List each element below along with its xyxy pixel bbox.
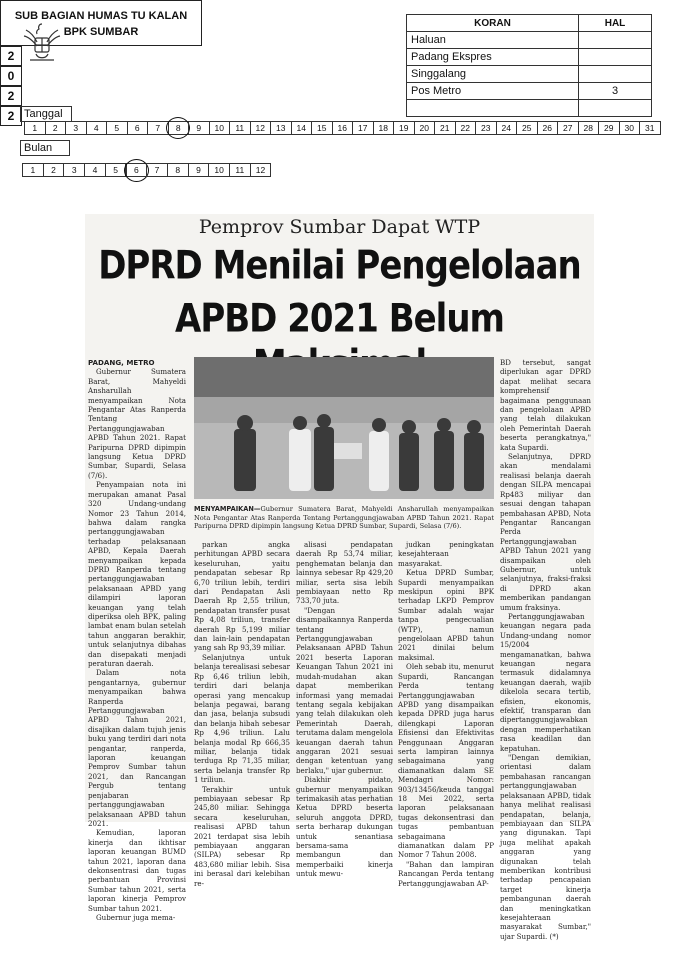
article-paragraph: judkan peningkatan kesejahteraan masyarakat.	[398, 540, 494, 568]
article-paragraph: alisasi pendapatan daerah Rp 53,74 miliar, penghematan belanja dan lainnya sebesar Rp 429,20 miliar, serta sisa lebih pembiayaan netto Rp 733,70 juta.	[296, 540, 393, 606]
article-paragraph: Kemudian, laporan kinerja dan ikhtisar laporan keuangan BUMD tahun 2021, laporan dana dekonsentrasi dan tugas perbantuan Provinsi Sumbar tahun 2021, serta laporan kinerja Pemprov Sumbar tahun 2021.	[88, 828, 186, 913]
newspaper-name: Padang Ekspres	[407, 49, 579, 66]
office-line-2: BPK SUMBAR	[63, 26, 139, 38]
tanggal-cell: 2	[45, 121, 67, 135]
table-row	[407, 83, 652, 100]
bulan-cell: 2	[43, 163, 65, 177]
tanggal-cell: 11	[229, 121, 251, 135]
year-digit: 2	[0, 86, 22, 106]
bulan-cell: 1	[22, 163, 44, 177]
tanggal-cell: 25	[516, 121, 538, 135]
article-column-4	[398, 540, 494, 888]
news-clipping	[85, 214, 594, 941]
year-digit: 2	[0, 106, 22, 126]
newspaper-page	[579, 49, 652, 66]
article-paragraph: Selanjutnya untuk belanja terealisasi sebesar Rp 6,46 triliun lebih, terdiri dari belanja operasi yang mencakup belanja pegawai, barang dan jasa, belanja subsudi dan belanja hibah sebesar Rp 4,96 triliun. Lalu belanja modal Rp 666,35 miliar, belanja tidak terduga Rp 71,35 miliar, serta belanja transfer Rp 1 triliun.	[194, 652, 290, 785]
tanggal-cell: 18	[373, 121, 395, 135]
tanggal-cell: 31	[639, 121, 661, 135]
tanggal-cell: 23	[475, 121, 497, 135]
article-paragraph: "Dengan demikian, orientasi dalam pembahasan rancangan pertanggungjawaban pelaksanaan APBD, tidak hanya melihat realisasi pendapatan, belanja, pembiayaan dan SILPA yang digunakan. Tapi juga melihat apakah anggaran yang digunakan telah memberikan kontribusi terhadap pencapaian target kinerja pembangunan daerah dan meningkatkan kesejahteraan masyarakat Sumbar," ujar Supardi. (*)	[500, 753, 591, 941]
tanggal-cell: 6	[127, 121, 149, 135]
article-paragraph: Pertanggungjawaban keuangan negara pada Undang-undang nomor 15/2004 mengamanatkan, bahwa keuangan negara termasuk didalamnya keuangan daerah, wajib dikelola secara tertib, efisien, ekonomis, efektif, transparan dan dipertanggungjawabkan dengan memperhatikan rasa keadilan dan kepatuhan.	[500, 611, 591, 753]
article-paragraph: Ketua DPRD Sumbar, Supardi menyampaikan meskipun opini BPK terhadap LKPD Pemprov Sumbar adalah wajar tanpa pengecualian (WTP), namun pengelolaan APBD tahun 2021 dinilai belum maksimal.	[398, 568, 494, 662]
tanggal-cell: 9	[188, 121, 210, 135]
table-row	[407, 100, 652, 117]
tanggal-cell: 16	[332, 121, 354, 135]
article-paragraph: Dalam nota pengantarnya, gubernur menyampaikan bahwa Ranperda Pertanggungjawaban APBD Tahun 2021, disajikan dalam tujuh jenis buku yang terdiri dari nota pengantar, ranperda, laporan keuangan Pemprov Sumbar tahun 2021, dan Rancangan Pergub tentang penjabaran pertanggungjawaban pelaksanaan APBD tahun 2021.	[88, 668, 186, 828]
garuda-logo-icon	[20, 18, 64, 66]
article-column-5	[500, 358, 591, 941]
tanggal-cell: 29	[598, 121, 620, 135]
tanggal-cell: 15	[311, 121, 333, 135]
tanggal-cell: 17	[352, 121, 374, 135]
article-paragraph: "Dengan disampaikannya Ranperda tentang Pertanggungjawaban Pelaksanaan APBD Tahun 2021 beserta Laporan Keuangan Tahun 2021 ini mudah-mudahan akan dapat memberikan informasi yang memadai tentang segala kebijakan yang telah dilakukan oleh Pemerintah Daerah, terutama dalam mengelola keuangan daerah tahun anggaran 2021 sesuai dengan ketentuan yang berlaku," ujar gubernur.	[296, 605, 393, 775]
tanggal-cell: 8	[168, 121, 190, 135]
article-column-1	[88, 358, 186, 922]
newspaper-page	[579, 66, 652, 83]
bulan-cell: 6	[126, 163, 148, 177]
tanggal-cell: 12	[250, 121, 272, 135]
newspaper-table	[406, 14, 652, 117]
newspaper-table-header	[407, 15, 652, 32]
selected-date-circle	[166, 117, 190, 139]
tanggal-cell: 1	[24, 121, 46, 135]
office-line-1: SUB BAGIAN HUMAS TU KALAN	[14, 10, 188, 22]
bulan-cell: 5	[105, 163, 127, 177]
article-paragraph: Diakhir pidato, gubernur menyampaikan terimakasih atas perhatian Ketua DPRD beserta seluruh anggota DPRD, serta berharap dukungan untuk senantiasa bersama-sama membangun dan memperbaiki kinerja untuk mewu-	[296, 775, 393, 879]
tanggal-cell: 21	[434, 121, 456, 135]
year-digit: 0	[0, 66, 22, 86]
article-paragraph: Gubernur Sumatera Barat, Mahyeldi Ansharullah menyampaikan Nota Pengantar Atas Ranperda Tentang Pertanggungjawaban APBD Tahun 2021. Rapat Paripurna DPRD dipimpin langsung Ketua DPRD Sumbar, Supardi, Selasa (7/6).	[88, 367, 186, 480]
newspaper-name: Singgalang	[407, 66, 579, 83]
bulan-cell: 12	[250, 163, 272, 177]
article-paragraph: parkan angka perhitungan APBD secara keseluruhan, yaitu pendapatan sebesar Rp 6,70 triliun lebih, terdiri dari Pendapatan Asli Daerah Rp 2,55 triliun, pendapatan transfer pusat Rp 4,08 triliun, transfer daerah Rp 5,199 miliar dan lain-lain pendapatan yang sah Rp 93,39 miliar.	[194, 540, 290, 653]
bulan-cell: 11	[229, 163, 251, 177]
table-row	[407, 49, 652, 66]
article-paragraph: BD tersebut, sangat diperlukan agar DPRD dapat melihat secara komprehensif bagaimana penggunaan dan pengelolaan APBD yang telah dilakukan oleh Pemerintah Daerah beserta perangkatnya," kata Supardi.	[500, 358, 591, 452]
article-kicker: Pemprov Sumbar Dapat WTP	[198, 216, 481, 238]
tanggal-cell: 26	[537, 121, 559, 135]
article-paragraph: "Bahan dan lampiran Rancangan Perda tentang Pertanggungjawaban AP-	[398, 859, 494, 888]
tanggal-cell: 22	[455, 121, 477, 135]
bulan-cell: 9	[188, 163, 210, 177]
bulan-cell: 3	[63, 163, 85, 177]
bulan-cell: 8	[167, 163, 189, 177]
article-paragraph: Oleh sebab itu, menurut Supardi, Rancangan Perda tentang Pertanggungjawaban APBD yang disampaikan kepada DPRD juga harus dilengkapi Laporan Efisiensi dan Efektivitas Penggunaan Anggaran serta lampiran lainnya sebagaimana yang diamanatkan dalam SE Mendagri Nomor: 903/13456/keuda tanggal 18 Mei 2022, serta laporan pelaksanaan tugas dekonsentrasi dan tugas pembantuan sebagaimana diamanatkan dalam PP Nomor 7 Tahun 2008.	[398, 662, 494, 860]
article-paragraph: Selanjutnya, DPRD akan mendalami realisasi belanja daerah dengan SILPA mencapai Rp483 miliyar dan sesuai dengan tahapan pembahasan APBD, Nota Pengantar Rancangan Perda Pertanggungjawaban APBD Tahun 2021 yang disampaikan oleh Gubernur, untuk selanjutnya, fraksi-fraksi di DPRD akan memberikan pandangan umum fraksinya.	[500, 452, 591, 612]
tanggal-cell: 24	[496, 121, 518, 135]
caption-text: Gubernur Sumatera Barat, Mahyeldi Ansharullah menyampaikan Nota Pengantar Atas Ranperda Tentang Pertanggungjawaban APBD Tahun 2021. Rapat Paripurna DPRD dipimpin langsung Ketua DPRD Sumbar, Supardi, Selasa (7/6).	[194, 505, 494, 530]
bulan-cell: 7	[146, 163, 168, 177]
tanggal-cell: 19	[393, 121, 415, 135]
tanggal-cell: 7	[147, 121, 169, 135]
selected-month-circle	[124, 159, 149, 182]
newspaper-page	[579, 100, 652, 117]
tanggal-cell: 20	[414, 121, 436, 135]
table-row	[407, 66, 652, 83]
article-dateline: PADANG, METRO	[88, 358, 155, 367]
tanggal-cell: 28	[578, 121, 600, 135]
newspaper-page: 3	[579, 83, 652, 100]
bulan-cell: 4	[84, 163, 106, 177]
tanggal-cell: 27	[557, 121, 579, 135]
tanggal-cell: 30	[619, 121, 641, 135]
newspaper-name: Haluan	[407, 32, 579, 49]
table-row	[407, 32, 652, 49]
article-headline-line-2: APBD 2021 Belum	[175, 296, 504, 342]
article-photo	[194, 357, 494, 499]
newspaper-name: Pos Metro	[407, 83, 579, 100]
tanggal-cell: 3	[65, 121, 87, 135]
tanggal-cell: 13	[270, 121, 292, 135]
tanggal-label: Tanggal	[20, 106, 72, 122]
tanggal-cell: 10	[209, 121, 231, 135]
article-paragraph: Gubernur juga mema-	[96, 912, 176, 922]
newspaper-name	[407, 100, 579, 117]
column-header-koran: KORAN	[407, 15, 579, 32]
bulan-label: Bulan	[20, 140, 70, 156]
column-header-hal: HAL	[579, 15, 652, 32]
article-headline-line-1: DPRD Menilai Pengelolaan	[98, 243, 581, 289]
tanggal-cell: 5	[106, 121, 128, 135]
article-photo-image	[194, 357, 494, 499]
year-digit: 2	[0, 46, 22, 66]
bulan-cell: 10	[208, 163, 230, 177]
tanggal-cell: 4	[86, 121, 108, 135]
article-paragraph: Penyampaian nota ini merupakan amanat Pasal 320 Undang-undang Nomor 23 Tahun 2014, bahwa dalam rangka pertanggungjawaban terhadap pelaksanaan APBD, Kepala Daerah menyampaikan kepada DPRD Ranperda tentang pertanggungjawaban pelaksanaan APBD yang dilampiri laporan keuangan yang telah diperiksa oleh BPK, paling lambat enam bulan setelah tahun anggaran berakhir, untuk selanjutnya dibahas dan disepakati menjadi peraturan daerah.	[88, 480, 186, 668]
article-column-2	[194, 540, 290, 888]
newspaper-page	[579, 32, 652, 49]
article-column-3	[296, 540, 393, 879]
article-paragraph: Terakhir untuk pembiayaan sebesar Rp 245,80 miliar. Sehingga secara keseluruhan, realisasi APBD tahun 2021 terdapat sisa lebih pembiayaan anggaran (SILPA) sebesar Rp 483,680 miliar lebih. Sisa ini berasal dari kelebihan re-	[194, 784, 290, 888]
photo-caption	[194, 505, 494, 531]
caption-lead: MENYAMPAIKAN—	[194, 505, 261, 513]
tanggal-cell: 14	[291, 121, 313, 135]
